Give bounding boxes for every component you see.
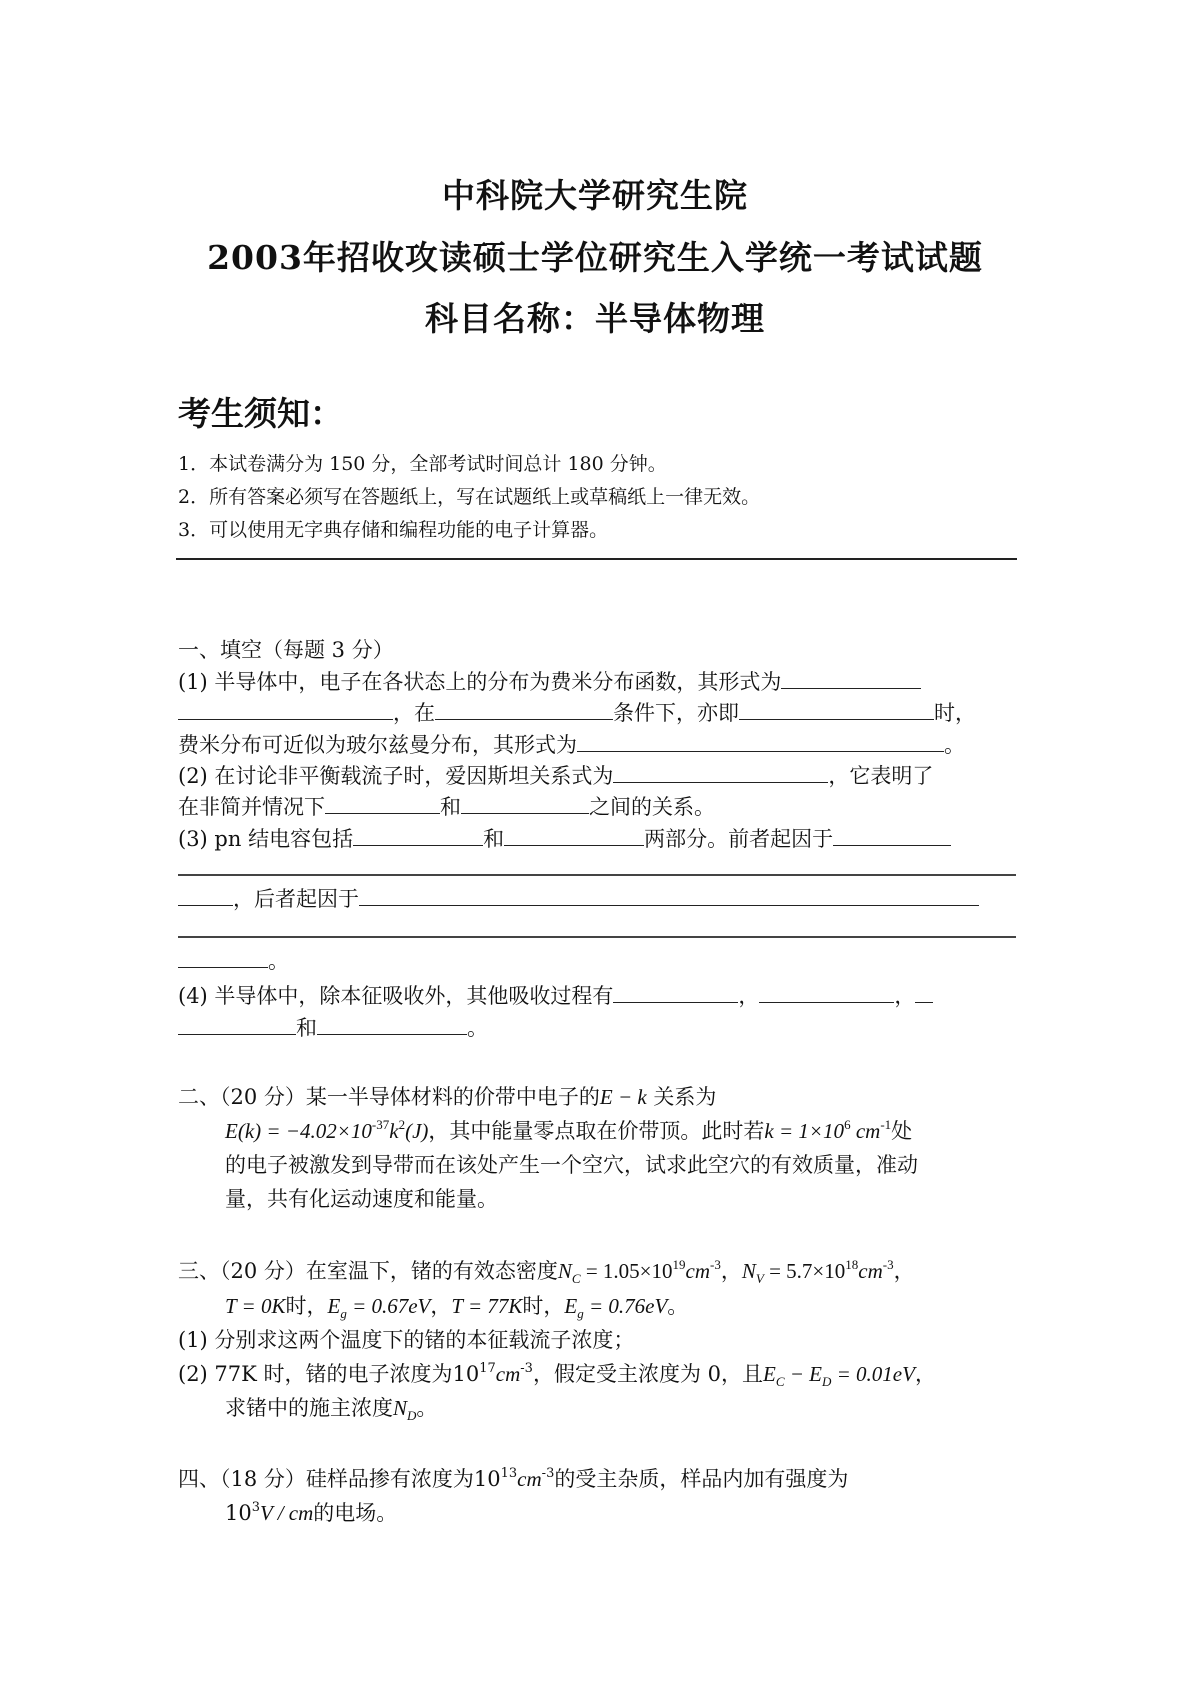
answer-blank[interactable] <box>317 1014 467 1035</box>
section2-heading <box>178 1081 716 1111</box>
section2-line3: 的电子被激发到导带而在该处产生一个空穴，试求此空穴的有效质量，准动 <box>225 1153 918 1177</box>
q2-text: 之间的关系。 <box>589 795 715 819</box>
eg-0k: $E_g = 0.67eV$ <box>327 1294 431 1321</box>
answer-blank[interactable] <box>781 668 921 689</box>
header-divider <box>176 558 1017 560</box>
nc-expression: $N_C = 1.05\times 10^{19}cm^{-3}$ <box>557 1257 721 1286</box>
q2-text: 在非简并情况下 <box>178 795 325 819</box>
q2-line2 <box>178 791 715 821</box>
section4-line2: $10^3V$ / cm的电场。 <box>225 1500 398 1525</box>
q3-line3 <box>178 883 979 913</box>
q1-line3 <box>178 729 965 759</box>
notice-item: 3．可以使用无字典存储和编程功能的电子计算器。 <box>178 519 609 541</box>
section3-part2: (2) 77K 时，锗的电子浓度为$10^{17}cm^{-3}$，假定受主浓度为 0，且$E_C - E_D = 0.01eV$， <box>178 1361 936 1389</box>
section3-heading: 三、（20 分）在室温下，锗的有效态密度$N_C = 1.05\times 10^{19}cm^{-3}$，$N_V = 5.7\times 10^{18}cm^{-3}$， <box>178 1257 915 1286</box>
notice-item: 1．本试卷满分为 150 分，全部考试时间总计 180 分钟。 <box>178 453 667 475</box>
answer-blank[interactable] <box>461 793 589 814</box>
section2-text: 处 <box>891 1119 913 1143</box>
section3-part1: (1) 分别求这两个温度下的锗的本征载流子浓度； <box>178 1328 635 1352</box>
answer-line[interactable] <box>178 936 1016 938</box>
q4-line1 <box>178 980 933 1010</box>
answer-line[interactable] <box>178 874 1016 876</box>
q4-text: 和 <box>296 1016 317 1040</box>
notice-list <box>178 448 760 547</box>
section4-heading: 四、（18 分）硅样品掺有浓度为$10^{13}cm^{-3}$的受主杂质，样品内加有强度为 <box>178 1466 849 1491</box>
notice-heading: 考生须知： <box>178 394 343 433</box>
answer-blank[interactable] <box>178 699 393 720</box>
section2-text: 关系为 <box>653 1085 717 1109</box>
q3-text: (3) pn 结电容包括 <box>178 827 354 851</box>
answer-blank[interactable] <box>178 1014 296 1035</box>
q4-text: ， <box>738 984 760 1008</box>
section2-text: 二、（20 分）某一半导体材料的价带中电子的 <box>178 1085 600 1109</box>
q1-line1 <box>178 666 921 696</box>
q3-line5 <box>178 945 289 975</box>
institution-title: 中科院大学研究生院 <box>442 176 748 215</box>
ec-ed-expression: $E_C - E_D = 0.01eV$ <box>763 1362 915 1389</box>
temperature-77k: T = 77K <box>451 1294 523 1318</box>
nd-symbol: $N_D$ <box>393 1396 417 1423</box>
q4-text: 。 <box>467 1016 488 1040</box>
answer-blank[interactable] <box>353 825 483 846</box>
q2-text: 和 <box>440 795 461 819</box>
subject-title: 科目名称：半导体物理 <box>425 299 765 338</box>
answer-blank[interactable] <box>504 825 644 846</box>
answer-blank[interactable] <box>325 793 440 814</box>
q3-text: 和 <box>483 827 505 851</box>
nv-expression: $N_V = 5.7\times 10^{18}cm^{-3}$ <box>741 1257 894 1286</box>
answer-blank[interactable] <box>178 885 233 906</box>
answer-blank[interactable] <box>759 982 894 1003</box>
q4-line2 <box>178 1012 488 1042</box>
q1-text: 条件下，亦即 <box>613 701 739 725</box>
q1-text: 。 <box>944 733 965 757</box>
q3-text: 。 <box>268 949 289 973</box>
section3-part2-line2: 求锗中的施主浓度$N_D$。 <box>225 1396 438 1423</box>
answer-blank[interactable] <box>915 982 933 1003</box>
answer-blank[interactable] <box>613 982 738 1003</box>
temperature-0k: T = 0K <box>225 1294 286 1318</box>
q2-line1 <box>178 760 933 790</box>
section3-line2: T = 0K时，$E_g = 0.67eV$，T = 77K时，$E_g = 0.76eV$。 <box>225 1294 689 1321</box>
q3-line1 <box>178 823 951 853</box>
section1-heading: 一、填空（每题 3 分） <box>178 638 394 662</box>
q1-line2 <box>178 697 976 727</box>
q1-text: (1) 半导体中，电子在各状态上的分布为费米分布函数，其形式为 <box>178 670 782 694</box>
q3-text: ，后者起因于 <box>233 887 359 911</box>
notice-item: 2．所有答案必须写在答题纸上，写在试题纸上或草稿纸上一律无效。 <box>178 486 761 508</box>
answer-blank[interactable] <box>833 825 951 846</box>
q1-text: ，在 <box>393 701 435 725</box>
section2-line4: 量，共有化运动速度和能量。 <box>225 1187 498 1211</box>
k-value: $k = 1\times 10^6$ $cm^{-1}$ <box>764 1117 892 1143</box>
answer-blank[interactable] <box>739 699 934 720</box>
answer-blank[interactable] <box>613 762 828 783</box>
answer-blank[interactable] <box>359 885 979 906</box>
math-expression: E − k <box>599 1085 647 1109</box>
section2-text: ，其中能量零点取在价带顶。此时若 <box>428 1119 765 1143</box>
exam-title: 2003年招收攻读硕士学位研究生入学统一考试试题 <box>207 238 983 277</box>
q3-text: 两部分。前者起因于 <box>644 827 834 851</box>
answer-blank[interactable] <box>435 699 613 720</box>
section2-line2 <box>225 1115 912 1145</box>
q4-text: (4) 半导体中，除本征吸收外，其他吸收过程有 <box>178 984 614 1008</box>
section3-text: 三、（20 分）在室温下，锗的有效态密度 <box>178 1259 558 1283</box>
answer-blank[interactable] <box>577 731 944 752</box>
q1-text: 时， <box>934 701 976 725</box>
answer-blank[interactable] <box>178 947 268 968</box>
q1-text: 费米分布可近似为玻尔兹曼分布，其形式为 <box>178 733 577 757</box>
q4-text: ， <box>894 984 916 1008</box>
q2-text: ，它表明了 <box>828 764 934 788</box>
q2-text: (2) 在讨论非平衡载流子时，爱因斯坦关系式为 <box>178 764 614 788</box>
eg-77k: $E_g = 0.76eV$ <box>564 1294 668 1321</box>
energy-equation: $E(k) = -4.02\times 10^{-37}k^2(J)$ <box>225 1117 429 1143</box>
